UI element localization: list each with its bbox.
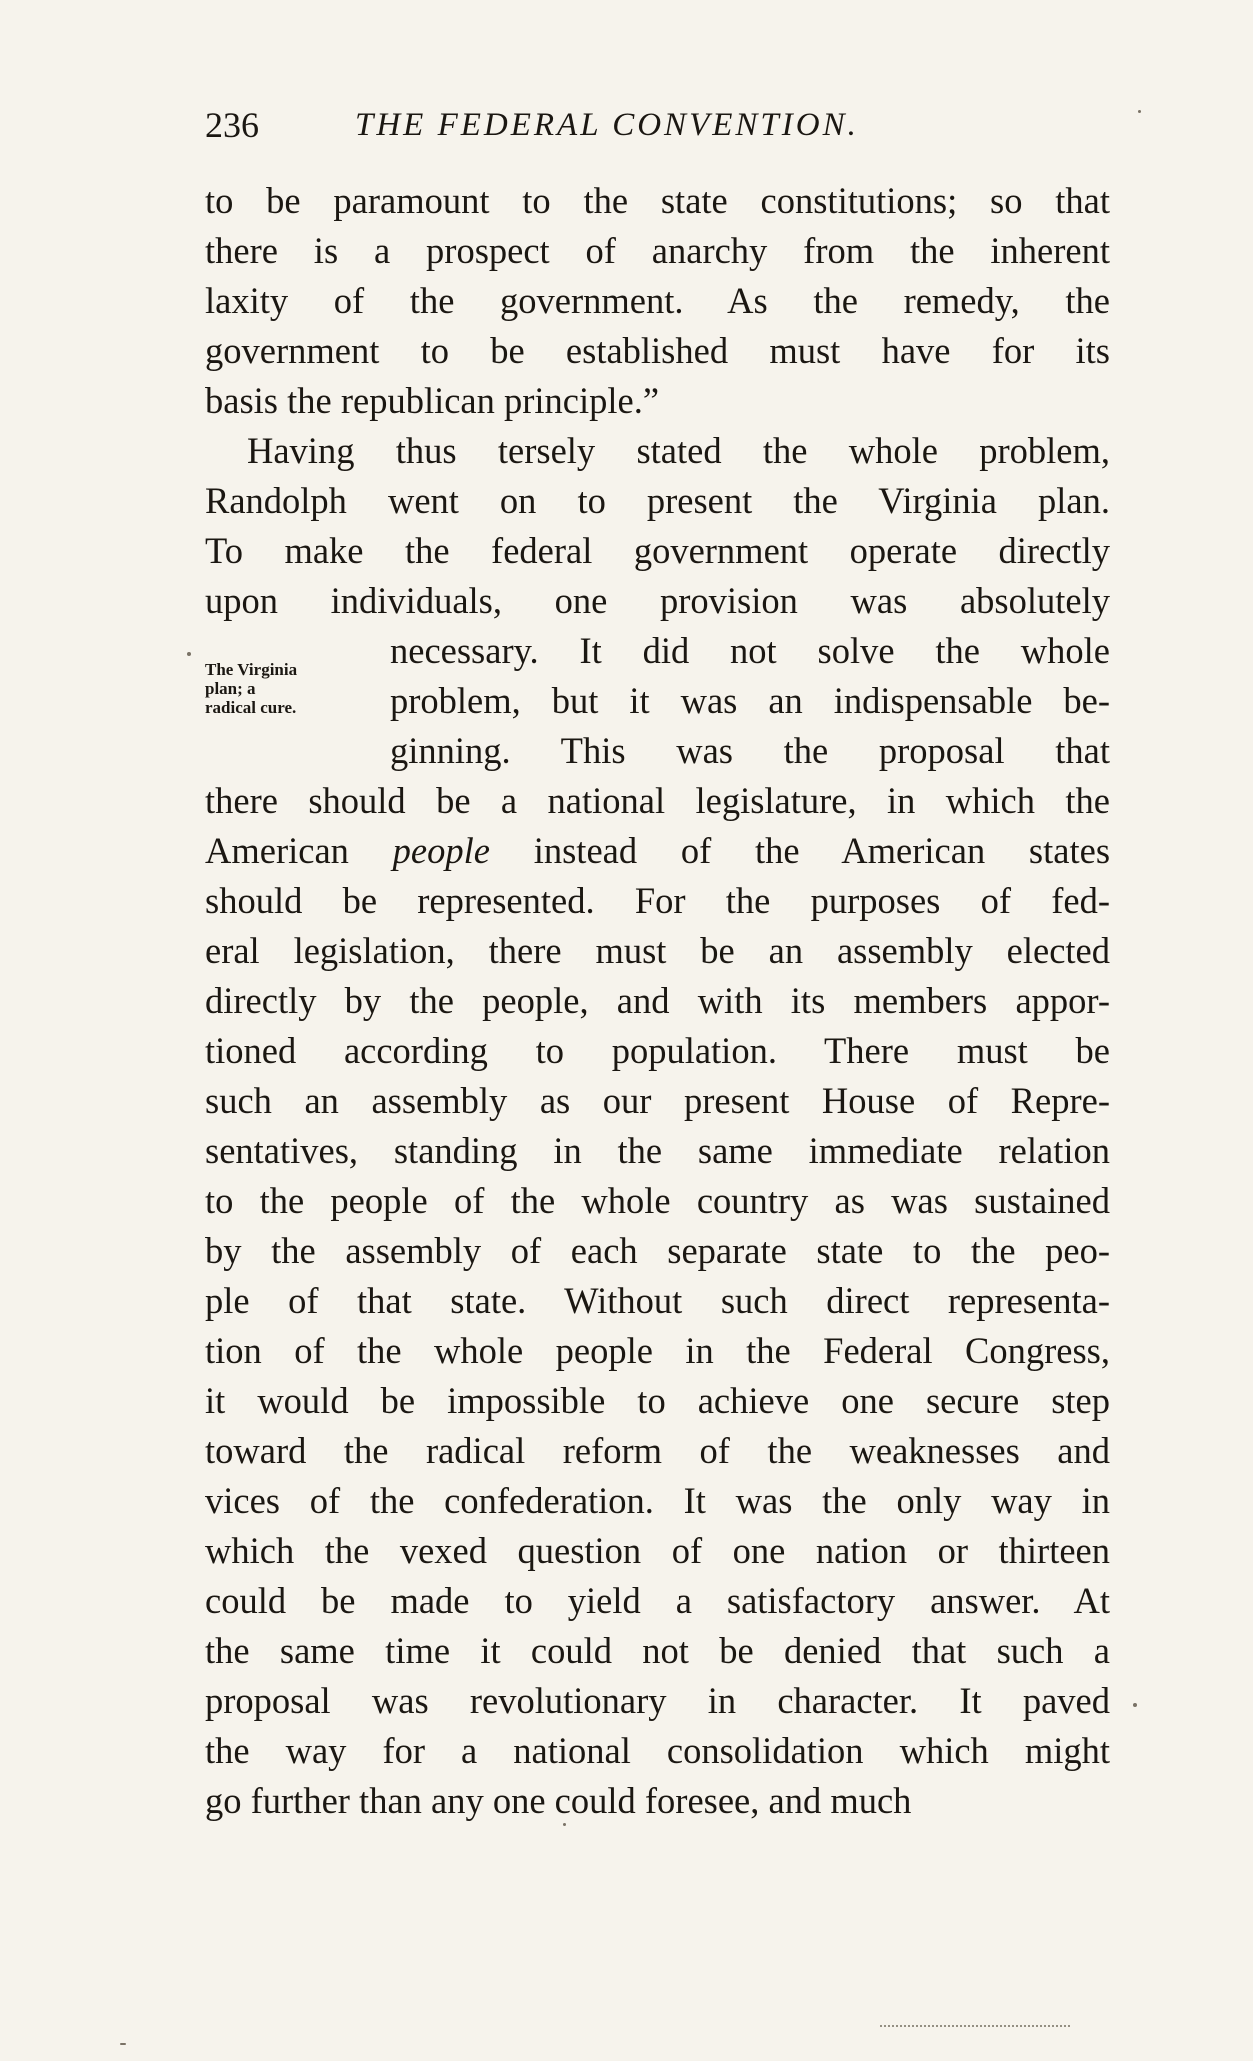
text-line: tion of the whole people in the Federal Congress, [205,1330,1110,1371]
text-line: such an assembly as our present House of Repre- [205,1080,1110,1121]
text-line: To make the federal government operate directly [205,530,1110,571]
text-line: it would be impossible to achieve one secure step [205,1380,1110,1421]
text-line: ginning. This was the proposal that [390,730,1110,771]
print-speck [187,652,191,656]
text-line: should be represented. For the purposes of fed- [205,880,1110,921]
text-line: to the people of the whole country as was sustained [205,1180,1110,1221]
text-line: there should be a national legislature, in which the [205,780,1110,821]
scan-smudge [880,2025,1070,2035]
text-line: could be made to yield a satisfactory answer. At [205,1580,1110,1621]
text-line: upon individuals, one provision was absolutely [205,580,1110,621]
text-line: there is a prospect of anarchy from the inherent [205,230,1110,271]
italic-word-people: people [392,830,490,871]
text-line: vices of the confederation. It was the only way in [205,1480,1110,1521]
margin-note: The Virginia plan; a radical cure. [205,660,298,717]
running-head: THE FEDERAL CONVENTION. [355,107,859,143]
text-line: Randolph went on to present the Virginia plan. [205,480,1110,521]
text-line: sentatives, standing in the same immediate relation [205,1130,1110,1171]
text-line: laxity of the government. As the remedy, the [205,280,1110,321]
text-line: toward the radical reform of the weaknesses and [205,1430,1110,1471]
text-line: proposal was revolutionary in character. It paved [205,1680,1110,1721]
text-line: which the vexed question of one nation or thirteen [205,1530,1110,1571]
text-line: directly by the people, and with its members appor- [205,980,1110,1021]
print-speck [120,2043,126,2045]
page-number: 236 [205,105,259,145]
text-line: by the assembly of each separate state to the peo- [205,1230,1110,1271]
text-line: the way for a national consolidation which might [205,1730,1110,1771]
text-line: to be paramount to the state constitutions; so that [205,180,1110,221]
text-line: eral legislation, there must be an assembly elected [205,930,1110,971]
print-speck [563,1823,566,1826]
text-line: go further than any one could foresee, and much [205,1780,912,1821]
text-line-people [205,826,1110,876]
page-header [205,100,1110,150]
text-line: basis the republican principle.” [205,380,660,421]
print-speck [1138,110,1141,113]
text-segment: American [205,830,349,871]
text-line: necessary. It did not solve the whole [390,630,1110,671]
text-line: government to be established must have for its [205,330,1110,371]
text-line: the same time it could not be denied that such a [205,1630,1110,1671]
text-line: ple of that state. Without such direct representa- [205,1280,1110,1321]
text-line: tioned according to population. There must be [205,1030,1110,1071]
text-line: Having thus tersely stated the whole problem, [247,430,1110,471]
text-line: problem, but it was an indispensable be- [390,680,1110,721]
body-text-top [205,176,1110,1826]
text-segment: instead of the American states [533,830,1110,871]
print-speck [1133,1703,1137,1707]
